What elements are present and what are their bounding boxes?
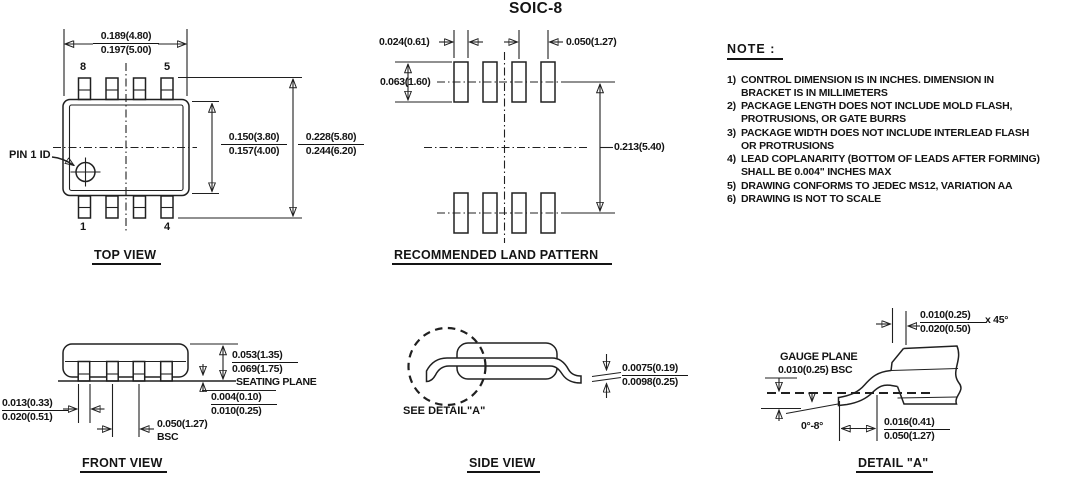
row-span-dim: 0.213(5.40) bbox=[614, 141, 665, 153]
foot-length-dim: 0.016(0.41) 0.050(1.27) bbox=[884, 416, 950, 442]
pad-pitch-dim: 0.050(1.27) bbox=[566, 36, 617, 48]
notes-heading: NOTE : bbox=[727, 42, 783, 60]
pad-width-dim: 0.024(0.61) bbox=[379, 36, 430, 48]
page-title: SOIC-8 bbox=[509, 0, 563, 17]
chamfer-dim: 0.010(0.25) 0.020(0.50) bbox=[920, 309, 986, 335]
gauge-plane-bsc: 0.010(0.25) BSC bbox=[778, 364, 853, 376]
see-detail-a-label: SEE DETAIL"A" bbox=[403, 405, 486, 417]
notes-list bbox=[727, 74, 1077, 206]
front-standoff-dim: 0.004(0.10) 0.010(0.25) bbox=[211, 391, 277, 417]
note-item-1: 1) CONTROL DIMENSION IS IN INCHES. DIMENSION IN BRACKET IS IN MILLIMETERS bbox=[727, 74, 994, 99]
notes-section bbox=[727, 40, 1077, 207]
top-view-overall-dim: 0.228(5.80) 0.244(6.20) bbox=[298, 131, 364, 157]
pin-number-8: 8 bbox=[80, 61, 87, 73]
side-view-lines bbox=[409, 328, 622, 405]
side-view-label: SIDE VIEW bbox=[467, 456, 540, 473]
top-view-label: TOP VIEW bbox=[92, 248, 161, 265]
pin-number-4: 4 bbox=[164, 221, 171, 233]
front-lead-width-dim: 0.013(0.33) 0.020(0.51) bbox=[2, 397, 68, 423]
land-pattern-label: RECOMMENDED LAND PATTERN bbox=[392, 248, 612, 265]
seating-plane-label: SEATING PLANE bbox=[236, 376, 317, 388]
top-view-lines bbox=[52, 29, 302, 231]
front-height-dim: 0.053(1.35) 0.069(1.75) bbox=[232, 349, 298, 375]
pin-number-5: 5 bbox=[164, 61, 171, 73]
note-item-3: 3) PACKAGE WIDTH DOES NOT INCLUDE INTERLEAD FLASH OR PROTRUSIONS bbox=[727, 126, 1030, 152]
gauge-plane-label: GAUGE PLANE bbox=[780, 351, 858, 363]
pad-height-dim: 0.063(1.60) bbox=[380, 76, 431, 88]
note-item-4: 4) LEAD COPLANARITY (BOTTOM OF LEADS AFTER FORMING) SHALL BE 0.004" INCHES MAX bbox=[727, 153, 1040, 178]
front-pitch-dim: 0.050(1.27) bbox=[157, 418, 208, 430]
lead-angle-label: 0°-8° bbox=[801, 420, 824, 432]
front-pitch-bsc: BSC bbox=[157, 431, 179, 443]
pin-number-1: 1 bbox=[80, 221, 87, 233]
land-pattern-lines bbox=[395, 30, 615, 243]
chamfer-angle-label: x 45° bbox=[985, 314, 1009, 326]
pin1-id-label: PIN 1 ID bbox=[9, 149, 51, 161]
note-item-6: 6) DRAWING IS NOT TO SCALE bbox=[727, 193, 881, 206]
note-item-2: 2) PACKAGE LENGTH DOES NOT INCLUDE MOLD FLASH, PROTRUSIONS, OR GATE BURRS bbox=[727, 100, 1013, 126]
detail-a-label: DETAIL "A" bbox=[856, 456, 933, 473]
note-item-5: 5) DRAWING CONFORMS TO JEDEC MS12, VARIATION AA bbox=[727, 179, 1013, 192]
top-view-body-dim: 0.150(3.80) 0.157(4.00) bbox=[221, 131, 287, 157]
front-view-label: FRONT VIEW bbox=[80, 456, 167, 473]
side-lead-thickness-dim: 0.0075(0.19) 0.0098(0.25) bbox=[622, 362, 688, 388]
top-view-width-dim: 0.189(4.80) 0.197(5.00) bbox=[93, 30, 159, 56]
